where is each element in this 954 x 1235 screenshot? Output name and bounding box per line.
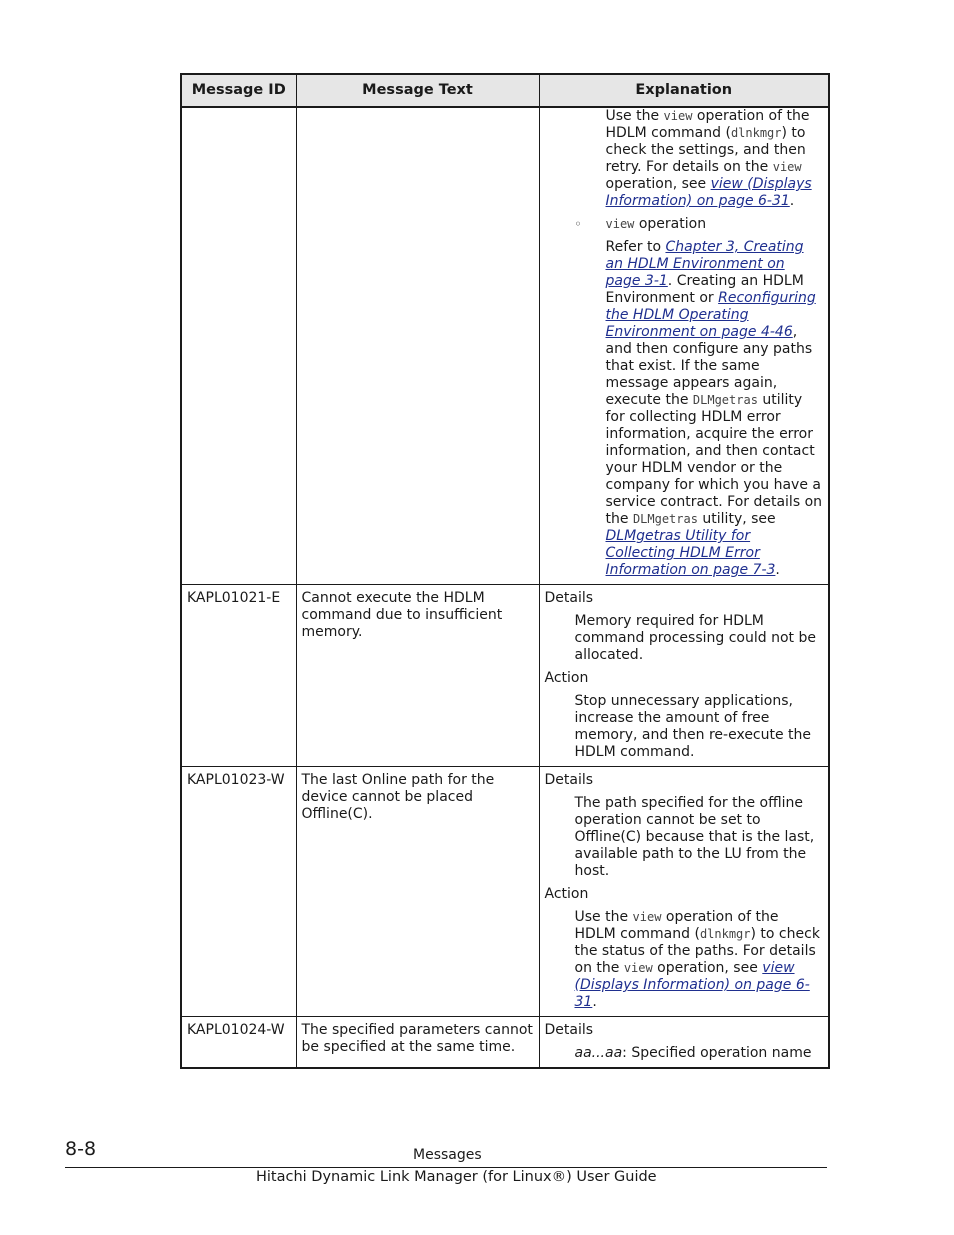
bullet-icon: ◦	[574, 217, 582, 231]
cell-message-text: The specified parameters cannot be specified at the same time.	[296, 1017, 539, 1069]
cell-text-empty	[296, 107, 539, 585]
footer-book-title: Hitachi Dynamic Link Manager (for Linux®) User Guide	[256, 1169, 657, 1185]
cell-message-text: Cannot execute the HDLM command due to insufficient memory.	[296, 585, 539, 767]
details-text: aa...aa: Specified operation name	[574, 1045, 812, 1061]
details-label: Details	[544, 772, 594, 788]
footer-section: Messages	[413, 1147, 482, 1163]
action-text: Stop unnecessary applications, increase the amount of free memory, and then re-execute the HDLM command.	[574, 693, 812, 760]
header-explanation: Explanation	[539, 74, 829, 107]
header-message-id: Message ID	[181, 74, 296, 107]
table-row-continued	[181, 107, 829, 585]
link-view-displays-information[interactable]: view (Displays Information) on page 6-31	[605, 176, 812, 209]
action-label: Action	[544, 886, 589, 902]
cell-message-id: KAPL01023-W	[181, 767, 296, 1017]
link-view-displays-information[interactable]: view (Displays Information) on page 6-31	[574, 960, 810, 1010]
cell-id-empty	[181, 107, 296, 585]
page-number: 8-8	[65, 1138, 97, 1160]
details-label: Details	[544, 1022, 594, 1038]
header-message-text: Message Text	[296, 74, 539, 107]
cell-explanation	[539, 585, 829, 767]
details-text: The path specified for the offline operation cannot be set to Offline(C) because that is the last, available path to the LU from the host.	[574, 795, 815, 879]
table-row	[181, 767, 829, 1017]
cell-message-id: KAPL01024-W	[181, 1017, 296, 1069]
cell-explanation-continued	[539, 107, 829, 585]
footer-divider	[65, 1167, 827, 1168]
bullet-view-operation: ◦ view operation	[574, 216, 707, 232]
link-reconfiguring[interactable]: Reconfiguring the HDLM Operating Environment on page 4-46	[605, 290, 816, 340]
continued-paragraph-refer: Refer to Chapter 3, Creating an HDLM Environment on page 3-1. Creating an HDLM Environment or Reconfiguring the HDLM Operating Environment on page 4-46, and then configure any paths that exist. If the same message appears again, execute the DLMgetras utility for collecting HDLM error information, acquire the error information, and then contact your HDLM vendor or the company for which you have a service contract. For details on the DLMgetras utility, see DLMgetras Utility for Collecting HDLM Error Information on page 7-3.	[605, 239, 823, 578]
table-row	[181, 585, 829, 767]
cell-explanation	[539, 1017, 829, 1069]
action-text: Use the view operation of the HDLM command (dlnkmgr) to check the status of the paths. For details on the view operation, see view (Displays Information) on page 6-31.	[574, 909, 820, 1010]
details-label: Details	[544, 590, 594, 606]
action-label: Action	[544, 670, 589, 686]
link-chapter-3[interactable]: Chapter 3, Creating an HDLM Environment on page 3-1	[605, 239, 804, 289]
table-header-row	[181, 74, 829, 107]
cell-message-text: The last Online path for the device cannot be placed Offline(C).	[296, 767, 539, 1017]
cell-explanation	[539, 767, 829, 1017]
table-row	[181, 1017, 829, 1069]
details-text: Memory required for HDLM command processing could not be allocated.	[574, 613, 816, 663]
continued-paragraph-view: Use the view operation of the HDLM command (dlnkmgr) to check the settings, and then retry. For details on the view operation, see view (Displays Information) on page 6-31.	[605, 108, 812, 209]
message-table	[180, 73, 830, 1069]
cell-message-id: KAPL01021-E	[181, 585, 296, 767]
link-dlmgetras-utility[interactable]: DLMgetras Utility for Collecting HDLM Error Information on page 7-3	[605, 528, 776, 578]
